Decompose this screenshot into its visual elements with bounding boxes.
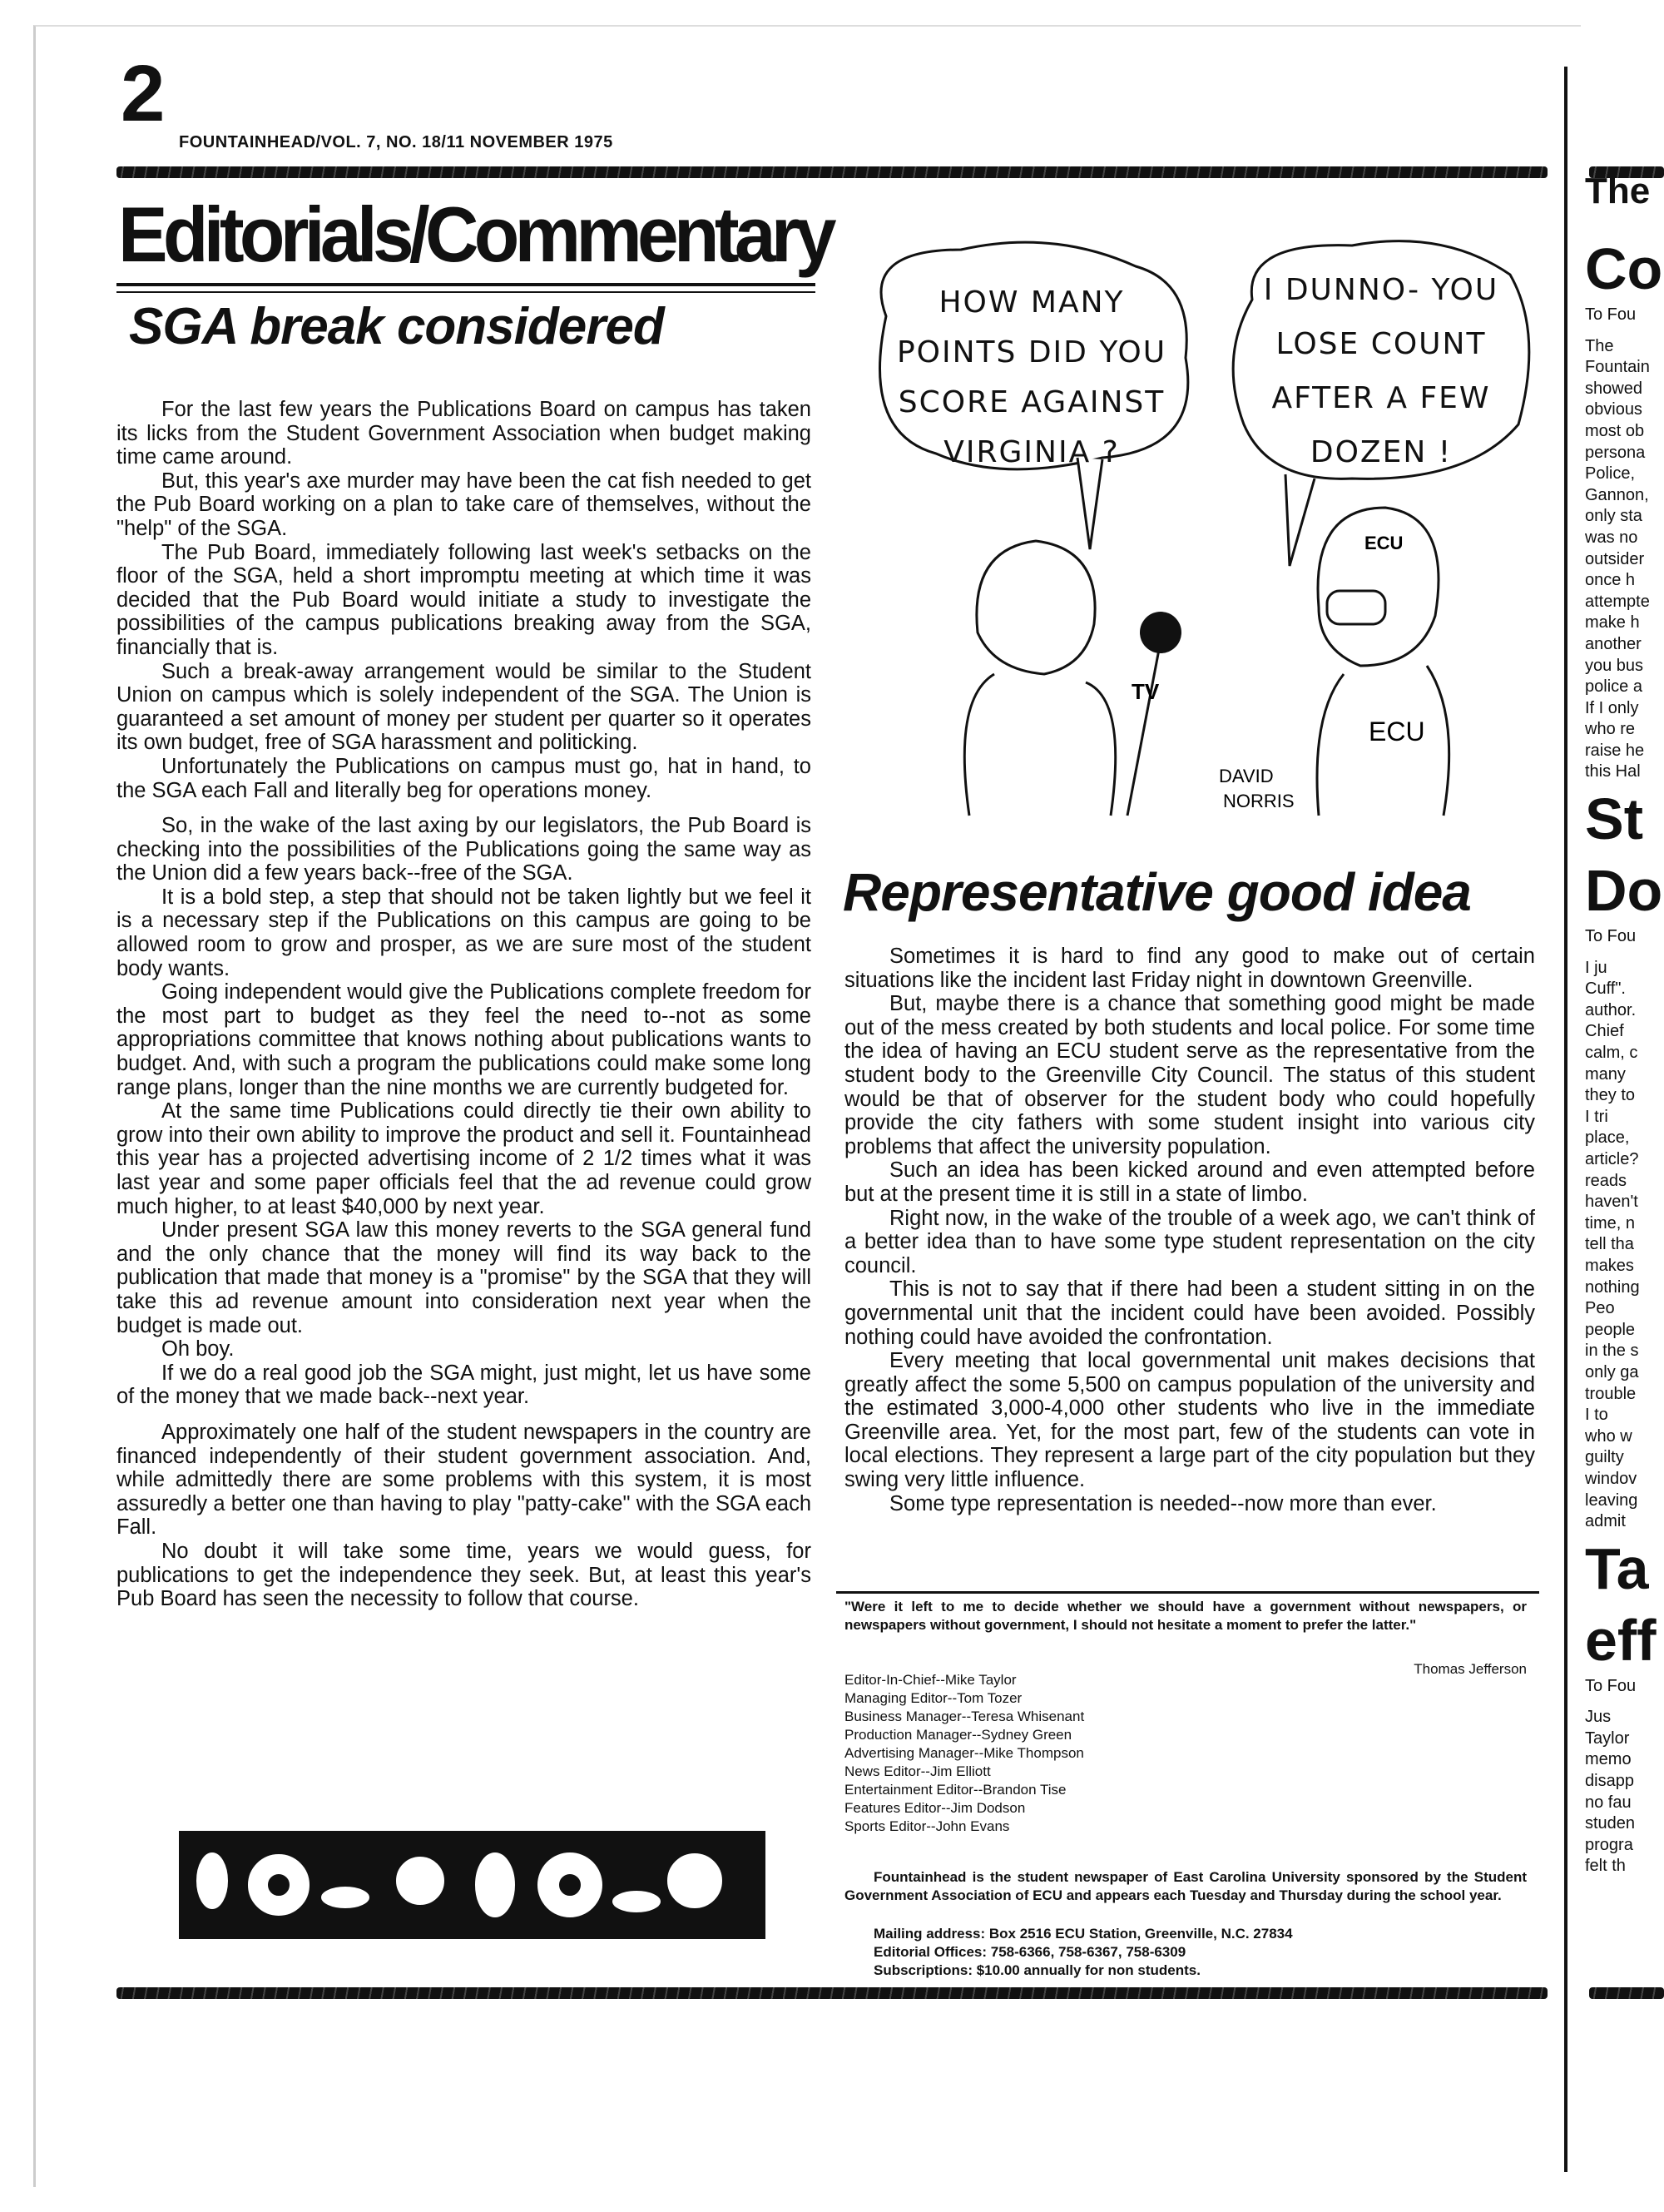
text-line: Chief	[1585, 1022, 1624, 1041]
text-line: obvious	[1585, 400, 1642, 419]
bottom-border-rule	[116, 1987, 1548, 1999]
text-line: in the s	[1585, 1342, 1639, 1361]
text-line: reads	[1585, 1171, 1627, 1190]
text-line: windov	[1585, 1469, 1637, 1488]
text-line: make h	[1585, 613, 1640, 632]
paragraph: Such a break-away arrangement would be similar to the Student Union on campus which is solely independent of the SGA. The Union is guaranteed a set amount of money per student per quarter so it operates its own budget, free of SGA harassment and politicking.	[116, 659, 811, 755]
next-page-column	[1585, 166, 1664, 1877]
player-figure	[1317, 508, 1449, 816]
text-line: only ga	[1585, 1362, 1639, 1381]
article2-headline: Representative good idea	[843, 862, 1471, 922]
text-line: police a	[1585, 677, 1642, 697]
text-line: I to	[1585, 1406, 1608, 1425]
editorial-offices: Editorial Offices: 758-6366, 758-6367, 758-6309	[874, 1944, 1186, 1960]
paragraph: Right now, in the wake of the trouble of a week ago, we can't think of a better idea than to have some type student representation on the city council.	[844, 1206, 1535, 1277]
page-number: 2	[121, 49, 166, 138]
staff-member: Production Manager--Sydney Green	[844, 1727, 1072, 1743]
folio-line: FOUNTAINHEAD/VOL. 7, NO. 18/11 NOVEMBER 1975	[179, 133, 613, 151]
text-line: no fau	[1585, 1793, 1632, 1812]
microphone-icon	[1140, 612, 1181, 653]
next-page-headline: eff	[1585, 1607, 1657, 1673]
text-line: persona	[1585, 443, 1646, 462]
text-line: tell tha	[1585, 1235, 1634, 1254]
editorial-cartoon	[836, 233, 1560, 841]
text-line: The	[1585, 336, 1614, 355]
next-page-bottom-rule	[1589, 1987, 1664, 1999]
paragraph: But, this year's axe murder may have been the cat fish needed to get the Pub Board working on a plan to take care of themselves, without the "help" of the SGA.	[116, 469, 811, 540]
svg-text:SCORE AGAINST: SCORE AGAINST	[898, 385, 1166, 419]
text-line: Fountain	[1585, 358, 1650, 377]
text-line: most ob	[1585, 421, 1645, 440]
sleeve-label: ECU	[1369, 717, 1425, 746]
svg-text:POINTS DID YOU: POINTS DID YOU	[896, 335, 1167, 369]
text-line: disapp	[1585, 1772, 1634, 1791]
text-line: progra	[1585, 1835, 1633, 1854]
paragraph: Sometimes it is hard to find any good to make out of certain situations like the incident last Friday night in downtown Greenville.	[844, 945, 1535, 992]
staff-member: Editor-In-Chief--Mike Taylor	[844, 1672, 1017, 1688]
staff-member: Entertainment Editor--Brandon Tise	[844, 1782, 1067, 1798]
masthead-rule	[836, 1591, 1539, 1594]
staff-member: Managing Editor--Tom Tozer	[844, 1690, 1023, 1706]
quote-author: Thomas Jefferson	[1414, 1661, 1527, 1677]
text-line: memo	[1585, 1750, 1632, 1769]
text-line: I ju	[1585, 958, 1607, 977]
text-line: who w	[1585, 1426, 1632, 1446]
paragraph: For the last few years the Publications Board on campus has taken its licks from the Student Government Association when budget making time came around.	[116, 398, 811, 469]
paragraph: It is a bold step, a step that should not be taken lightly but we feel it is a necessary step if the Publications on this campus are going to be allowed room to grow and prosper, as we are sure most of the student body wants.	[116, 885, 811, 980]
paper-description: Fountainhead is the student newspaper of East Carolina University sponsored by the Student Government Association of ECU and appears each Tuesday and Thursday during the school year.	[844, 1869, 1527, 1903]
text-line: haven't	[1585, 1193, 1638, 1212]
text-line: Gannon,	[1585, 485, 1649, 504]
paragraph: Unfortunately the Publications on campus must go, hat in hand, to the SGA each Fall and literally beg for operations money.	[116, 754, 811, 802]
text-line: calm, c	[1585, 1044, 1638, 1063]
text-line: Cuff".	[1585, 980, 1626, 999]
top-border-rule	[116, 166, 1548, 178]
mailing-address: Mailing address: Box 2516 ECU Station, Greenville, N.C. 27834	[874, 1926, 1293, 1942]
next-page-headline: St	[1585, 786, 1643, 852]
staff-member: Advertising Manager--Mike Thompson	[844, 1745, 1084, 1761]
text-line: raise he	[1585, 741, 1645, 760]
text-line: admit	[1585, 1512, 1626, 1531]
paragraph: No doubt it will take some time, years we would guess, for publications to get the independence they seek. But, at least this year's Pub Board has seen the necessity to follow that course.	[116, 1539, 811, 1611]
text-line: people	[1585, 1320, 1636, 1339]
text-line: showed	[1585, 379, 1642, 398]
text-line: To Fou	[1585, 305, 1637, 324]
text-line: time, n	[1585, 1213, 1636, 1232]
staff-member: News Editor--Jim Elliott	[844, 1763, 991, 1779]
paragraph: The Pub Board, immediately following last week's setbacks on the floor of the SGA, held a short impromptu meeting at which time it was decided that the Pub Board would initiate a study to investigate the possibilities of the campus publications breaking away from the SGA, financially that is.	[116, 540, 811, 659]
text-line: place,	[1585, 1128, 1630, 1148]
next-page-headline: Do	[1585, 858, 1663, 924]
text-line: only sta	[1585, 507, 1642, 526]
text-line: author.	[1585, 1000, 1637, 1019]
paragraph: Oh boy.	[161, 1337, 235, 1361]
text-line: you bus	[1585, 656, 1644, 675]
staff-member: Business Manager--Teresa Whisenant	[844, 1709, 1085, 1724]
paragraph: So, in the wake of the last axing by our legislators, the Pub Board is checking into the possibilities of the Publications going the same way as the Union did a few years back--free of the SGA.	[116, 814, 811, 885]
text-line: outsider	[1585, 549, 1645, 568]
text-line: who re	[1585, 720, 1636, 739]
text-line: nothing	[1585, 1277, 1640, 1297]
svg-text:DOZEN !: DOZEN !	[1310, 435, 1453, 469]
text-line: guilty	[1585, 1448, 1624, 1467]
text-line: this Hal	[1585, 762, 1641, 781]
next-page-header: The	[1585, 171, 1651, 211]
section-title: Editorials/Commentary	[118, 191, 832, 278]
text-line: once h	[1585, 571, 1636, 590]
text-line: article?	[1585, 1150, 1639, 1168]
text-line	[1585, 326, 1664, 336]
text-line: Jus	[1585, 1708, 1612, 1727]
text-line: makes	[1585, 1256, 1634, 1275]
paragraph: But, maybe there is a chance that something good might be made out of the mess created by both students and local police. For some time the idea of having an ECU student serve as the representative from the student body to the Greenville City Council. The status of this student would be that of observer for the student body who could hopefully provide the city fathers with some student insight into various city problems that affect the university population.	[844, 992, 1535, 1158]
svg-text:I DUNNO- YOU: I DUNNO- YOU	[1263, 273, 1499, 307]
text-line: another	[1585, 634, 1642, 653]
text-line	[1585, 948, 1664, 958]
next-page-headline: Ta	[1585, 1535, 1649, 1601]
section-rule	[116, 283, 815, 286]
text-line: leaving	[1585, 1490, 1638, 1510]
mic-label: TV	[1132, 679, 1160, 704]
artist-signature: DAVID	[1219, 766, 1274, 786]
svg-text:VIRGINIA ?: VIRGINIA ?	[943, 435, 1120, 469]
paragraph: Approximately one half of the student newspapers in the country are financed independently of their student government association. And, while admittedly there are some problems with this system, it is most assuredly a better one than having to play "patty-cake" with the SGA each Fall.	[116, 1420, 811, 1540]
text-line: felt th	[1585, 1857, 1626, 1876]
paragraph: At the same time Publications could directly tie their own ability to grow into their own ability to improve the product and sell it. Fountainhead this year has a projected advertising income of 2 1/2 times what it was last year and some paper officials feel that the ad revenue could grow much higher, to at least $40,000 by next year.	[116, 1099, 811, 1218]
helmet-label: ECU	[1364, 533, 1404, 553]
paragraph: Going independent would give the Publications complete freedom for the most part to budget as they feel the need to--not as some appropriations committee that knows nothing about publications wants to budget. And, with such a program the publications could make some long range plans, longer than the nine months we are currently budgeted for.	[116, 980, 811, 1099]
paragraph: Under present SGA law this money reverts to the SGA general fund and the only chance that the money will find its way back to the publication that made that money is a "promise" by the SGA that they will take this ad revenue amount into consideration next year when the budget is made out.	[116, 1218, 811, 1337]
staff-member: Sports Editor--John Evans	[844, 1818, 1010, 1834]
floral-ornament	[179, 1831, 765, 1939]
staff-member: Features Editor--Jim Dodson	[844, 1800, 1026, 1816]
interviewer-figure	[964, 541, 1161, 816]
paragraph: Such an idea has been kicked around and even attempted before but at the present time it is still in a state of limbo.	[844, 1158, 1535, 1206]
article1-headline: SGA break considered	[129, 298, 664, 355]
text-line: studen	[1585, 1814, 1636, 1833]
text-line: To Fou	[1585, 1676, 1637, 1695]
svg-text:AFTER A FEW: AFTER A FEW	[1271, 381, 1491, 415]
text-line: If I only	[1585, 698, 1639, 717]
svg-text:LOSE COUNT: LOSE COUNT	[1275, 327, 1487, 361]
text-line: trouble	[1585, 1384, 1637, 1403]
artist-signature: NORRIS	[1223, 791, 1295, 811]
staff-list	[844, 1671, 1260, 1836]
text-line: Police,	[1585, 464, 1636, 484]
text-line: I tri	[1585, 1107, 1608, 1126]
jefferson-quote: "Were it left to me to decide whether we should have a government without newspapers, or newspapers without government, I should not hesitate a moment to prefer the latter."	[844, 1599, 1527, 1633]
text-line: Taylor	[1585, 1728, 1630, 1748]
paragraph: Some type representation is needed--now more than ever.	[889, 1491, 1437, 1515]
paragraph: Every meeting that local governmental unit makes decisions that greatly affect the some 5,500 on campus population of the university and the estimated 3,000-4,000 other students who live in the immediate Greenville area. Yet, for the most part, few of the students can vote in local elections. They represent a large part of the city population but they swing very little influence.	[844, 1349, 1535, 1492]
text-line: was no	[1585, 528, 1638, 547]
svg-text:HOW MANY: HOW MANY	[938, 285, 1125, 320]
text-line	[1585, 1697, 1664, 1707]
article2-body	[844, 945, 1535, 1515]
article1-body	[116, 398, 811, 1611]
page-gutter	[1564, 67, 1567, 2172]
subscriptions: Subscriptions: $10.00 annually for non students.	[874, 1962, 1201, 1978]
paragraph: This is not to say that if there had been a student sitting in on the governmental unit that the incident could have been avoided. Possibly nothing could have avoided the confrontation.	[844, 1277, 1535, 1349]
text-line: they to	[1585, 1086, 1636, 1105]
text-line: attempte	[1585, 592, 1650, 611]
paragraph: If we do a real good job the SGA might, just might, let us have some of the money that we made back--next year.	[116, 1361, 811, 1409]
text-line: To Fou	[1585, 927, 1637, 946]
text-line: Peo	[1585, 1299, 1615, 1318]
next-page-headline: Co	[1585, 236, 1663, 301]
section-rule-thin	[116, 291, 815, 293]
text-line: many	[1585, 1064, 1626, 1084]
